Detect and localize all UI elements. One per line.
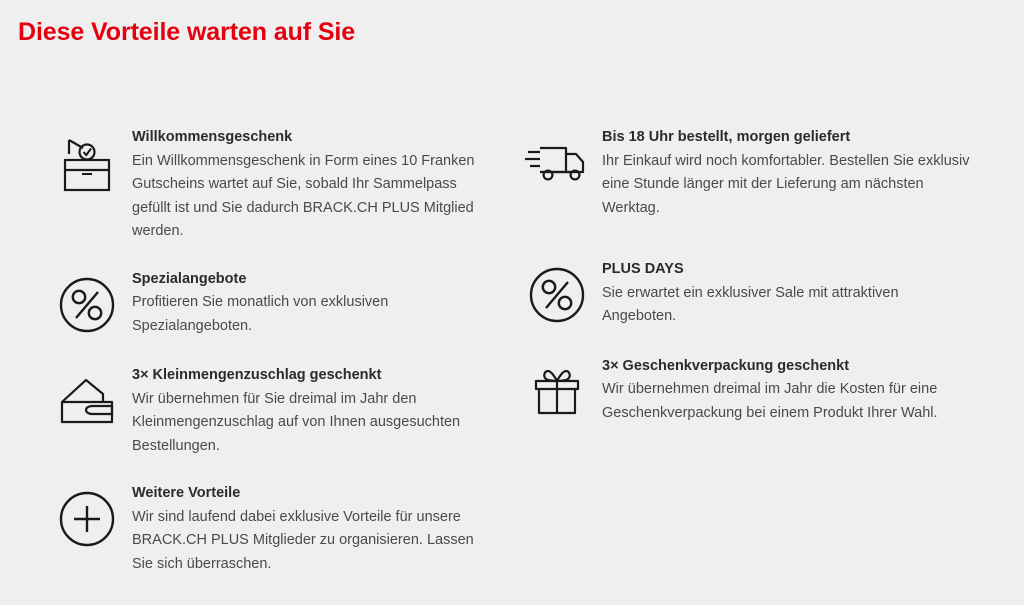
benefit-description: Ein Willkommensgeschenk in Form eines 10 Franken Gutscheins wartet auf Sie, sobald Ihr Sammelpass gefüllt ist und Sie dadurch BRACK.CH PLUS Mitglied werden.	[132, 152, 475, 240]
benefit-description: Profitieren Sie monatlich von exklusiven Spezialangeboten.	[132, 294, 389, 334]
page-title: Diese Vorteile warten auf Sie	[18, 18, 356, 46]
benefits-column-right	[512, 128, 1024, 598]
percent-circle-icon	[512, 260, 602, 324]
benefit-text	[602, 357, 1004, 426]
benefit-description: Wir übernehmen dreimal im Jahr die Kosten für eine Geschenkverpackung bei einem Produkt Ihrer Wahl.	[602, 381, 938, 421]
gift-icon	[512, 357, 602, 421]
benefit-item	[42, 484, 492, 576]
benefit-text	[132, 128, 492, 244]
benefit-description: Wir übernehmen für Sie dreimal im Jahr den Kleinmengenzuschlag auf von Ihnen ausgesuchten Bestellungen.	[132, 390, 461, 454]
benefit-title: Willkommensgeschenk	[132, 129, 293, 145]
benefit-title: 3× Geschenkverpackung geschenkt	[602, 357, 850, 374]
benefit-text	[132, 366, 492, 458]
benefit-title: Weitere Vorteile	[132, 485, 241, 502]
benefit-item	[512, 260, 1004, 329]
benefit-item	[42, 366, 492, 458]
plus-circle-icon	[42, 484, 132, 548]
benefit-item	[512, 357, 1004, 426]
benefit-item	[42, 270, 492, 339]
wallet-icon	[42, 366, 132, 430]
benefit-title: 3× Kleinmengenzuschlag geschenkt	[132, 367, 382, 384]
benefit-title: Spezialangebote	[132, 270, 247, 287]
benefits-column-left	[0, 128, 512, 598]
benefit-item	[512, 128, 1004, 220]
benefit-text	[602, 128, 1004, 220]
benefit-description: Sie erwartet ein exklusiver Sale mit attraktiven Angeboten.	[602, 284, 899, 325]
benefit-description: Ihr Einkauf wird noch komfortabler. Bestellen Sie exklusiv eine Stunde länger mit der Lieferung am nächsten Werktag.	[602, 152, 970, 216]
mailbox-icon	[42, 128, 132, 196]
percent-circle-icon	[42, 270, 132, 334]
benefit-description: Wir sind laufend dabei exklusive Vorteile für unsere BRACK.CH PLUS Mitglieder zu organisieren. Lassen Sie sich überraschen.	[132, 508, 474, 572]
benefit-title: PLUS DAYS	[602, 261, 684, 278]
benefits-columns	[0, 128, 1024, 598]
benefit-item	[42, 128, 492, 244]
benefit-text	[602, 260, 1004, 329]
benefit-title: Bis 18 Uhr bestellt, morgen geliefert	[602, 129, 851, 145]
benefit-text	[132, 270, 492, 339]
delivery-truck-icon	[512, 128, 602, 188]
benefit-text	[132, 484, 492, 576]
